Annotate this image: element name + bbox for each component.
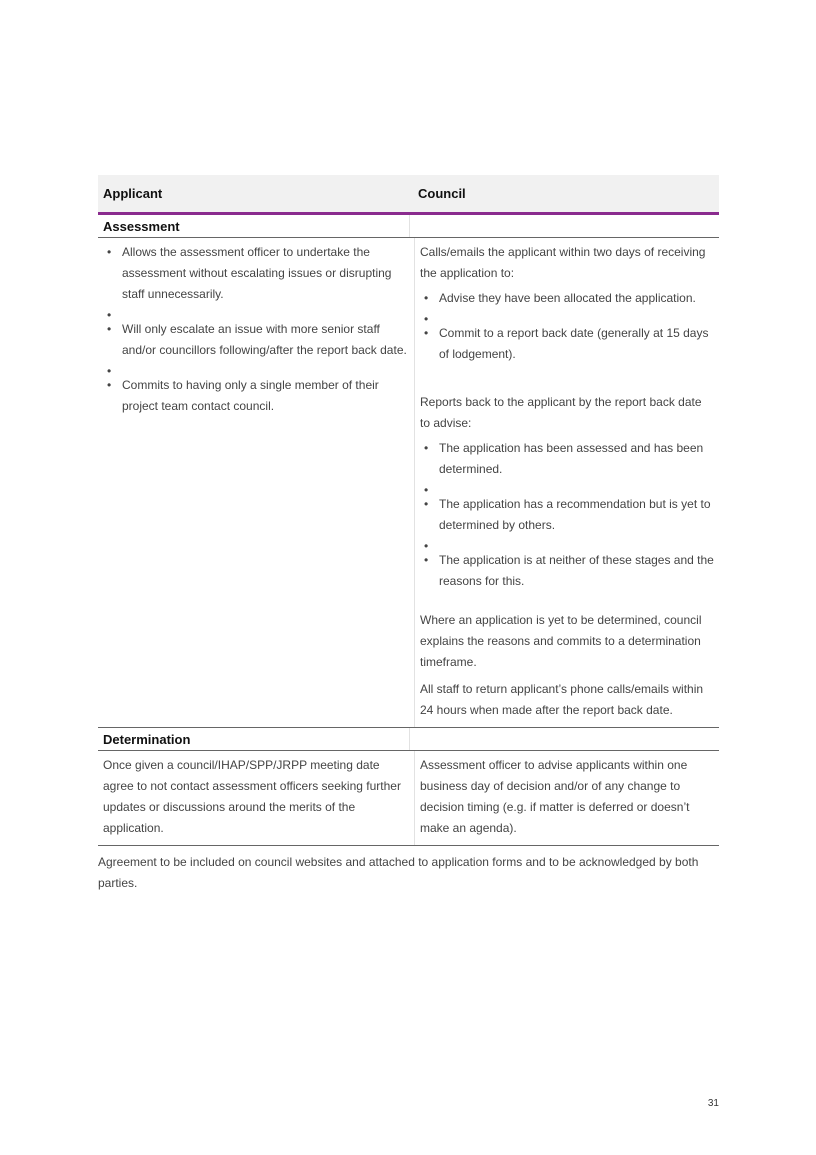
agreement-note: Agreement to be included on council websites and attached to application forms and to be acknowledged by both parties. (98, 855, 699, 890)
agreement-table (98, 175, 719, 846)
applicant-bullet-list (103, 242, 409, 417)
council-bullet-list (420, 288, 714, 365)
header-applicant: Applicant (103, 186, 163, 201)
list-item: • Commit to a report back date (generally at 15 days of lodgement). (420, 323, 714, 365)
header-council: Council (418, 186, 466, 201)
list-item: • The application has a recommendation but is yet to determined by others. (420, 494, 714, 536)
table-row-assessment (98, 238, 719, 728)
section-title: Assessment (103, 218, 180, 234)
table-header (98, 175, 719, 215)
table-row-determination (98, 751, 719, 846)
council-bullet-list (420, 438, 714, 592)
page-number: 31 (707, 1098, 719, 1109)
list-item: • Commits to having only a single member of their project team contact council. (103, 375, 409, 417)
list-item: • The application has been assessed and has been determined. (420, 438, 714, 480)
council-paragraph: All staff to return applicant’s phone calls/emails within 24 hours when made after the report back date. (420, 682, 704, 717)
council-intro: Calls/emails the applicant within two days of receiving the application to: (420, 245, 706, 280)
list-item: • Will only escalate an issue with more senior staff and/or councillors following/after the report back date. (103, 319, 409, 361)
council-paragraph: Where an application is yet to be determined, council explains the reasons and commits to a determination timeframe. (420, 613, 702, 669)
council-intro: Reports back to the applicant by the report back date to advise: (420, 395, 702, 430)
list-item: • Advise they have been allocated the application. (420, 288, 714, 309)
list-item: • Allows the assessment officer to undertake the assessment without escalating issues or disrupting staff unnecessarily. (103, 242, 409, 305)
council-cell (414, 238, 719, 727)
list-item: • The application is at neither of these stages and the reasons for this. (420, 550, 714, 592)
council-cell: Assessment officer to advise applicants within one business day of decision and/or of any change to decision timing (e.g. if matter is deferred or doesn’t make an agenda). (414, 751, 719, 845)
section-title: Determination (103, 731, 191, 747)
section-assessment (98, 215, 719, 238)
section-determination (98, 728, 719, 751)
applicant-cell (98, 238, 414, 727)
applicant-cell: Once given a council/IHAP/SPP/JRPP meeting date agree to not contact assessment officers seeking further updates or discussions around the merits of the application. (103, 758, 401, 835)
